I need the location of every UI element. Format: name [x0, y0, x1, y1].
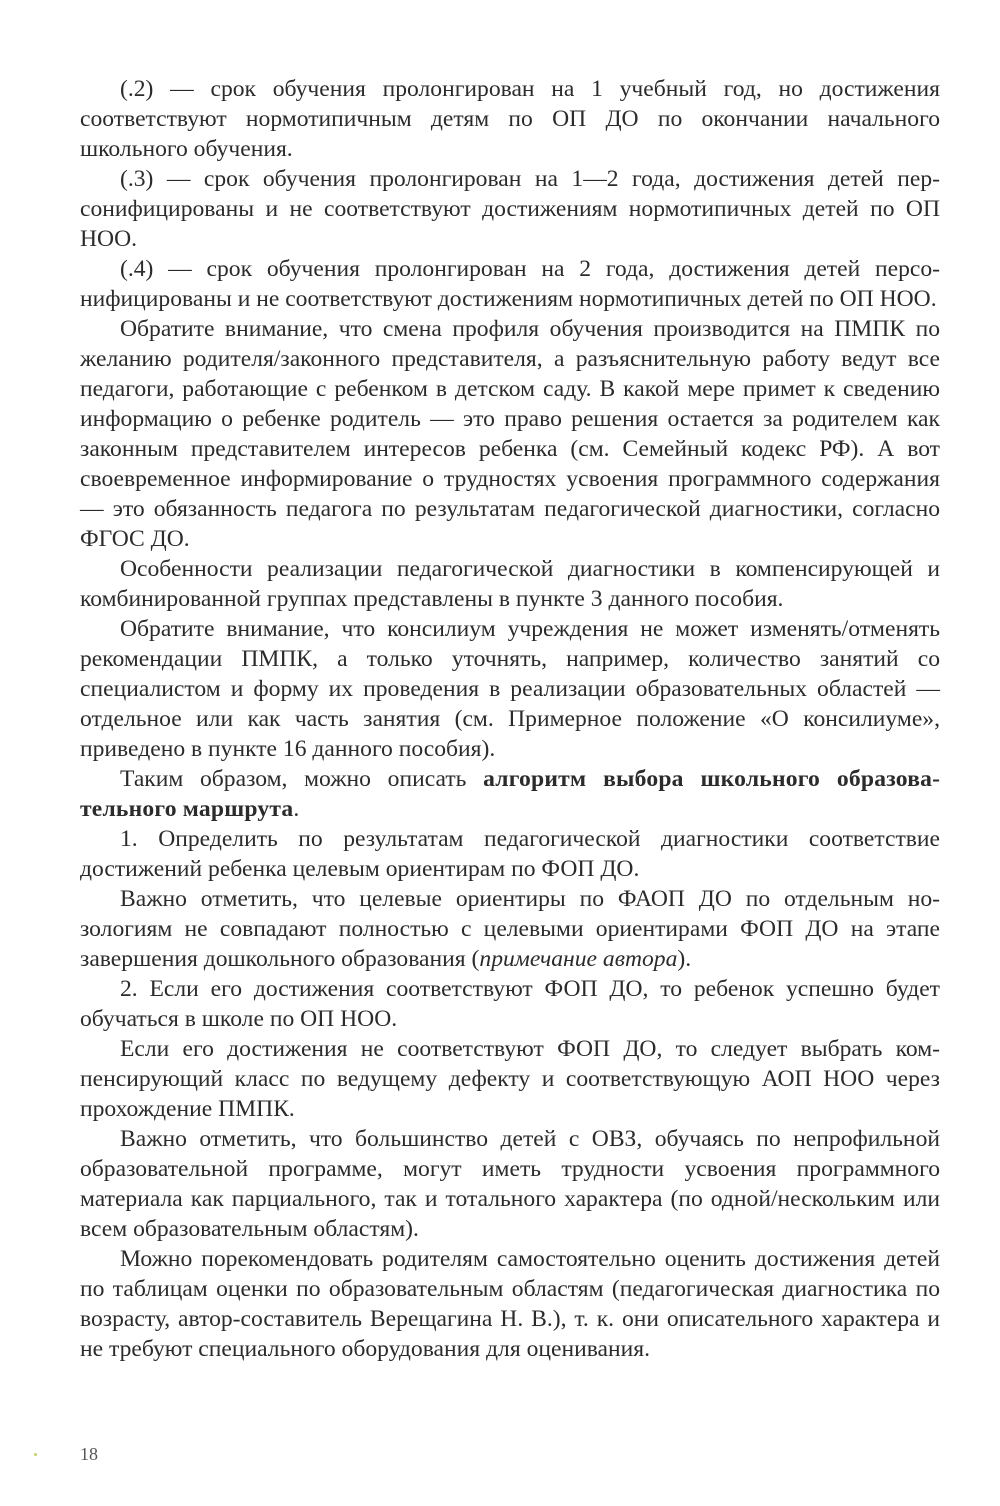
- paragraph-2: (.3) — срок обучения пролонгирован на 1—2 года, достижения детей персонифицированы и не соответствуют достижениям нормотипичных детей по ОП НОО.: [80, 166, 940, 252]
- scan-speck: [34, 1453, 37, 1456]
- paragraph-1: (.2) — срок обучения пролонгирован на 1 учебный год, но достижения соответствуют нормотипичным детям по ОП ДО по окончании начального школьного обучения.: [80, 76, 940, 162]
- paragraph-9-tail: ).: [677, 946, 692, 972]
- paragraph-7-lead: Таким образом, можно описать: [120, 766, 484, 792]
- paragraph-5: Особенности реализации педагогической диагностики в компенсирующей и комбинированной группах представлены в пункте 3 данного пособия.: [80, 556, 940, 612]
- paragraph-7: [80, 764, 940, 824]
- paragraph-4: Обратите внимание, что смена профиля обучения производится на ПМПК по желанию родителя/законного представителя, а разъяснительную работу ведут все педагоги, работающие с ребенком в детском саду. В какой мере примет к сведению информацию о ребенке родитель — это право решения остается за родителем как законным представителем интересов ребенка (см. Семейный кодекс РФ). А вот своевременное информирование о трудностях усвоения программного содержания — это обязанность педагога по результатам педагогической диагностики, согласно ФГОС ДО.: [80, 316, 940, 552]
- paragraph-6: Обратите внимание, что консилиум учреждения не может изменять/отменять рекомендации ПМПК, а только уточнять, например, количество занятий со специалистом и форму их проведения в реализации образовательных областей — отдельное или как часть занятия (см. Примерное положение «О консилиуме», приведено в пункте 16 данного пособия).: [80, 616, 940, 762]
- paragraph-13: Можно порекомендовать родителям самостоятельно оценить достижения детей по таблицам оценки по образовательным областям (педагогическая диагностика по возрасту, автор-составитель Верещагина Н. В.), т. к. они описательного характера и не требуют специального оборудования для оценивания.: [80, 1246, 940, 1362]
- paragraph-9-lead: Важно отметить, что целевые ориентиры по ФАОП ДО по отдельным нозологиям не совпадают полностью с целевыми ориентирами ФОП ДО на этапе завершения дошкольного образования (: [80, 886, 940, 972]
- paragraph-7-tail: .: [293, 796, 300, 822]
- author-note-italic: примечание автора: [479, 946, 678, 972]
- page-number: 18: [80, 1444, 98, 1464]
- paragraph-12: Важно отметить, что большинство детей с ОВЗ, обучаясь по непрофильной образовательной программе, могут иметь трудности усвоения программного материала как парциального, так и тотального характера (по одной/нескольким или всем образовательным областям).: [80, 1126, 940, 1242]
- paragraph-11: Если его достижения не соответствуют ФОП ДО, то следует выбрать компенсирующий класс по ведущему дефекту и соответствующую АОП НОО через прохождение ПМПК.: [80, 1036, 940, 1122]
- paragraph-3: (.4) — срок обучения пролонгирован на 2 года, достижения детей персонифицированы и не соответствуют достижениям нормотипичных детей по ОП НОО.: [80, 256, 940, 312]
- paragraph-9: [80, 884, 940, 974]
- page-body: [80, 74, 940, 1364]
- paragraph-10: 2. Если его достижения соответствуют ФОП ДО, то ребенок успешно будет обучаться в школе по ОП НОО.: [80, 976, 940, 1032]
- algorithm-heading-bold: алгоритм выбора школьного образовательного маршрута: [80, 766, 940, 822]
- paragraph-8: 1. Определить по результатам педагогической диагностики соответствие достижений ребенка целевым ориентирам по ФОП ДО.: [80, 826, 940, 882]
